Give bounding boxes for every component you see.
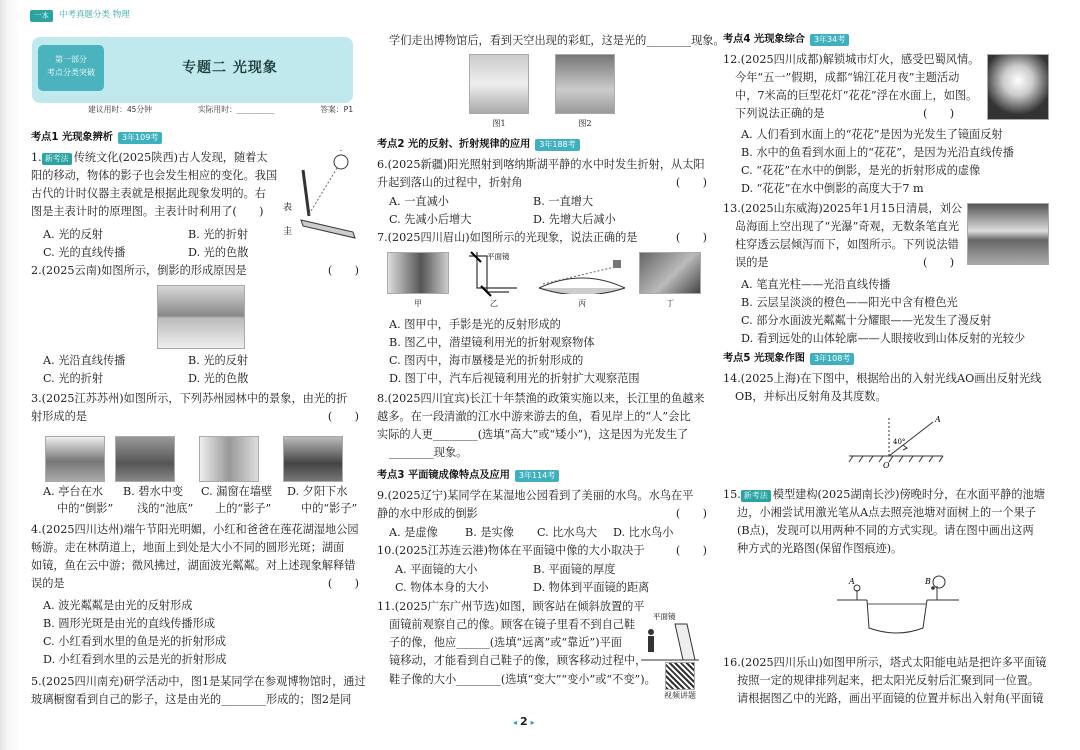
point-o-label: O [883,461,890,470]
option-b: B. 光的折射 [188,228,249,241]
point-a-label: A [935,415,941,424]
option-c: C. 图丙中，海市蜃楼是光的折射形成的 [389,354,584,367]
q5-line: 5.(2025四川南充)研学活动中，图1是某同学在参观博物馆时，通过 [31,675,366,688]
q6-line: 升起到落山的过程中，折射角 [377,176,523,190]
sunset-photo [283,436,343,482]
reflection-photo [157,285,245,349]
q15-line: 模型建构(2025湖南长沙)傍晚时分，在水面平静的池塘 [772,488,1045,501]
question-15: 15. 新考法 模型建构(2025湖南长沙)傍晚时分，在水面平静的池塘 边，小湘尝试用激光笔从A点去照亮池塘对面树上的一个果子 (B点)，发现可以用两种不同的方式实现。请在图中画出这两 种方式的光路图(保留作图痕迹)。 [723,486,1053,559]
question-16 [723,654,1053,708]
question-5 [31,673,366,709]
answer-parens: ( ) [923,256,955,269]
question-2 [31,262,359,280]
option-c-l1: C. 漏窗在墙壁 [201,485,273,498]
option-c-l2: 上的“影子” [215,501,272,515]
option-c: C. 小红看到水里的鱼是光的折射形成 [43,635,227,648]
option-c: C. 光的直线传播 [43,246,126,259]
q2-line: 2.(2025云南)如图所示，倒影的形成原因是 [31,264,247,277]
option-d: D. 看到远处的山体轮廓——人眼接收到山体反射的光较少 [741,332,1026,345]
part-label: 第一部分 [55,55,87,64]
q15-line: 种方式的光路图(保留作图痕迹)。 [737,542,903,556]
answer-parens: ( ) [327,264,359,277]
q9-line: 静的水中形成的倒影 [377,507,478,521]
qr-caption: 视频讲题 [664,691,696,700]
section-title [377,468,559,485]
q1-line: 古代的计时仪器主表就是根据此现象发明的。右 [31,187,266,201]
answer-parens: ( ) [675,231,707,244]
sundial-figure [283,150,359,240]
q1-line: 传统文化(2025陕西)古人发现，随着太 [73,151,268,164]
page-next-icon: ▸ [530,718,535,727]
question-8 [377,390,707,463]
q9-line: 9.(2025辽宁)某同学在某湿地公园看到了美丽的水鸟。水鸟在平 [377,489,694,502]
q13-line: 13.(2025山东威海)2025年1月15日清晨，刘公 [723,202,963,215]
question-14 [723,370,1053,406]
option-d: D. 比水鸟小 [613,526,674,539]
option-a: A. 人们看到水面上的“花花”是因为光发生了镜面反射 [741,128,1003,141]
mirage-figure [537,258,627,294]
option-a: A. 图甲中，手影是光的反射形成的 [389,318,561,331]
section-title-text: 考点5 光现象作图 [723,353,805,364]
breadcrumb: 中考真题分类 物理 [59,10,130,20]
answer-parens: ( ) [675,507,707,520]
q5-line: 玻璃橱窗看到自己的影子，这是由光的________形成的；图2是同 [31,693,352,707]
question-10 [377,542,707,560]
q4-line: 畅游。走在林荫道上，地面上到处是大小不同的圆形光斑；湖面 [31,541,345,555]
option-d: D. 先增大后减小 [533,213,616,226]
question-4 [31,521,359,594]
question-5-continued [389,32,725,50]
reflection-diagram [843,410,953,470]
option-a [43,484,113,518]
suggested-time: 建议用时：45分钟 [88,105,152,114]
fig-label-gui: 圭 [283,227,293,237]
q14-line: OB，并标出反射角及其度数。 [735,390,887,404]
option-c: C. 光的折射 [43,372,104,385]
pond-diagram [833,570,963,640]
book-logo: 一本 [30,10,53,22]
q15-line: (B点)，发现可以用两种不同的方式实现。请在图中画出这两 [737,524,1034,538]
point-a-label: A [849,577,855,586]
q8-line: 越多。在一段清澈的江水中游来游去的鱼，看见岸上的“人”会比 [377,410,691,424]
section-title-text: 考点3 平面镜成像特点及应用 [377,470,510,481]
q11-line: 面镜前观察自己的像。顾客在镜子里看不到自己鞋 [389,618,636,632]
lantern-photo [987,54,1049,120]
option-c: C. 物体本身的大小 [395,581,489,594]
q5c-line: 学们走出博物馆后，看到天空出现的彩虹，这是光的________现象。 [389,34,725,47]
q10-line: 10.(2025江苏连云港)物体在平面镜中像的大小取决于 [377,544,645,557]
option-d-l2: 中的“影子” [301,501,358,515]
q8-line: ________现象。 [389,446,468,460]
q12-line: 今年“五一”假期，成都“锦江花月夜”主题活动 [735,71,960,85]
answer-ref: 答案：P1 [320,105,353,114]
point-b-label: B [925,577,931,586]
answer-parens: ( ) [327,410,359,423]
question-6 [377,156,707,192]
option-b: B. 是实像 [465,526,514,539]
option-d: D. 物体到平面镜的距离 [533,581,650,594]
hand-shadow-photo [387,252,449,294]
q13-line: 柱穿透云层倾泻而下，如图所示。下列说法错 [735,238,959,252]
mirror-label: 平面镜 [487,252,510,261]
chapter-banner [32,37,353,103]
option-a: A. 笔直光柱——光沿直线传播 [741,278,891,291]
option-d: D. 小红看到水里的云是光的折射形成 [43,653,227,666]
option-a: A. 光沿直线传播 [43,354,126,367]
frequency-badge: 3年34考 [810,34,849,46]
q12-line: 中，7米高的巨型花灯“花花”浮在水面上，如图。 [735,89,978,103]
qr-code[interactable] [665,662,695,690]
option-c [201,484,272,518]
fig2-caption: 图2 [578,119,592,128]
option-b: B. 光的反射 [188,354,249,367]
q11-line: 镜移动，才能看到自己鞋子的像，顾客移动过程中， [389,654,647,668]
option-b: B. 水中的鱼看到水面上的“花花”，是因为光沿直线传播 [741,146,1014,159]
option-c: C. 比水鸟大 [537,526,598,539]
periscope-figure [463,250,533,298]
rainbow-photo [555,54,615,114]
part-sub-label: 考点分类突破 [47,67,95,77]
chapter-title: 专题二 光现象 [182,60,278,76]
angle-label: 40° [893,438,906,446]
option-b: B. 图乙中，潜望镜利用光的折射观察物体 [389,336,595,349]
option-d-l1: D. 夕阳下水 [287,485,348,498]
section-title-text: 考点2 光的反射、折射规律的应用 [377,139,531,150]
option-c: C. “花花”在水中的倒影，是光的折射形成的虚像 [741,164,981,177]
q8-line: 实际的人更________(选填“高大”或“矮小”)，这是因为光发生了 [377,428,689,442]
q4-line: 4.(2025四川达州)端午节阳光明媚，小红和爸爸在莲花湖湿地公园 [31,523,359,536]
running-header [30,9,130,23]
new-method-tag: 新考法 [741,490,771,502]
option-d: D. 光的色散 [188,246,249,259]
window-photo [199,436,259,482]
option-a: A. 光的反射 [43,228,103,241]
pool-photo [115,436,175,482]
option-b [123,484,193,518]
actual-time: 实际用时：________ [197,105,275,114]
car-mirror-photo [639,252,701,294]
q14-line: 14.(2025上海)在下图中，根据给出的入射光线AO画出反射光线 [723,372,1042,385]
option-a: A. 是虚像 [389,526,438,539]
q1-line: 阳的移动，物体的影子也会发生相应的变化。我国 [31,169,278,183]
question-1: 1. 新考法 传统文化(2025陕西)古人发现，随着太 阳的移动，物体的影子也会发生相应的变化。我国 古代的计时仪器主表就是根据此现象发明的。右 图是主表计时的原理图。主表计时利用了( ) [31,149,286,222]
option-a: A. 一直减小 [389,195,449,208]
page-number-text: 2 [520,715,528,728]
q3-line: 射形成的是 [31,410,87,424]
fig-ding-caption: 丁 [666,299,674,308]
answer-parens: ( ) [327,577,359,590]
fig-jia-caption: 甲 [414,299,422,308]
option-a-l1: A. 亭台在水 [43,485,103,498]
time-meta [88,104,353,117]
option-a-l2: 中的“倒影” [57,501,114,515]
option-d [287,484,357,518]
option-c: C. 先减小后增大 [389,213,472,226]
q6-line: 6.(2025新疆)阳光照射到喀纳斯湖平静的水中时发生折射，从太阳 [377,158,705,171]
option-d: D. 图丁中，汽车后视镜利用光的折射扩大观察范围 [389,372,640,385]
q1-line: 图是主表计时的原理图。主表计时利用了( ) [31,205,264,219]
frequency-badge: 3年114考 [515,470,559,482]
q11-line: 11.(2025广东广州节选)如图，顾客站在倾斜放置的平 [377,600,645,613]
fig-bing-caption: 丙 [578,299,586,308]
question-9 [377,487,707,523]
option-b-l1: B. 碧水中变 [123,485,184,498]
pavilion-photo [45,436,105,482]
option-b-l2: 浅的“池底” [137,501,194,515]
q11-line: 子的像，他应______(选填“远离”或“靠近”)平面 [389,636,622,650]
option-a: A. 平面镜的大小 [395,563,478,576]
section-title [31,130,162,147]
frequency-badge: 3年188考 [535,139,579,151]
answer-parens: ( ) [675,176,707,189]
fig-label-biao: 表 [283,203,293,213]
new-method-tag: 新考法 [42,153,72,165]
q13-line: 岛海面上空出现了“光瀑”奇观，无数条笔直光 [735,220,960,234]
answer-parens: ( ) [923,107,955,120]
section-title-text: 考点4 光现象综合 [723,34,805,45]
q4-line: 误的是 [31,577,65,591]
question-11 [377,598,656,689]
q8-line: 8.(2025四川宜宾)长江十年禁渔的政策实施以来，长江里的鱼越来 [377,392,705,405]
frequency-badge: 3年108考 [810,353,854,365]
page-number [510,713,538,731]
option-b: B. 平面镜的厚度 [533,563,616,576]
q16-line: 16.(2025四川乐山)如图甲所示，塔式太阳能电站是把许多平面镜 [723,656,1047,669]
q12-line: 12.(2025四川成都)解锁城市灯火，感受巴蜀风情。 [723,53,980,66]
q12-line: 下列说法正确的是 [735,107,825,121]
page-prev-icon: ◂ [513,718,518,727]
frequency-badge: 3年109考 [118,132,162,144]
fig-yi-caption: 乙 [490,299,498,308]
q15-line: 边，小湘尝试用激光笔从A点去照亮池塘对面树上的一个果子 [737,506,1036,520]
q3-line: 3.(2025江苏苏州)如图所示，下列苏州园林中的景象，由光的折 [31,392,348,405]
sun-icon [334,155,348,169]
q13-line: 误的是 [735,256,769,270]
q16-line: 请根据图乙中的光路，画出平面镜的位置并标出入射角(平面镜 [737,692,1044,706]
option-c: C. 部分水面波光粼粼十分耀眼——光发生了漫反射 [741,314,992,327]
option-b: B. 圆形光斑是由光的直线传播形成 [43,617,215,630]
option-a: A. 波光粼粼是由光的反射形成 [43,599,193,612]
q11-line: 鞋子像的大小________(选填“变大”“变小”或“不变”)。 [389,672,656,686]
slanted-mirror-figure [639,610,701,662]
section-title [723,351,854,368]
option-d: D. 光的色散 [188,372,249,385]
option-d: D. “花花”在水中倒影的高度大于7 m [741,182,924,195]
question-7 [377,229,707,247]
option-b: B. 一直增大 [533,195,594,208]
museum-photo [469,54,529,114]
q16-line: 按照一定的规律排列起来，把太阳光反射后汇聚到同一位置。 [737,674,1040,688]
option-b: B. 云层呈淡淡的橙色——阳光中含有橙色光 [741,296,958,309]
part-tab [38,45,104,91]
question-3 [31,390,359,426]
fig1-caption: 图1 [492,119,506,128]
section-title [723,32,849,49]
q4-line: 如镜，鱼在云中游；微风拂过，湖面波光粼粼。对上述现象解释错 [31,559,356,573]
light-beam-photo [967,203,1049,265]
mirror-label: 平面镜 [653,612,676,621]
answer-parens: ( ) [675,544,707,557]
q7-line: 7.(2025四川眉山)如图所示的光现象，说法正确的是 [377,231,638,244]
section-title [377,137,580,154]
section-title-text: 考点1 光现象辨析 [31,132,113,143]
